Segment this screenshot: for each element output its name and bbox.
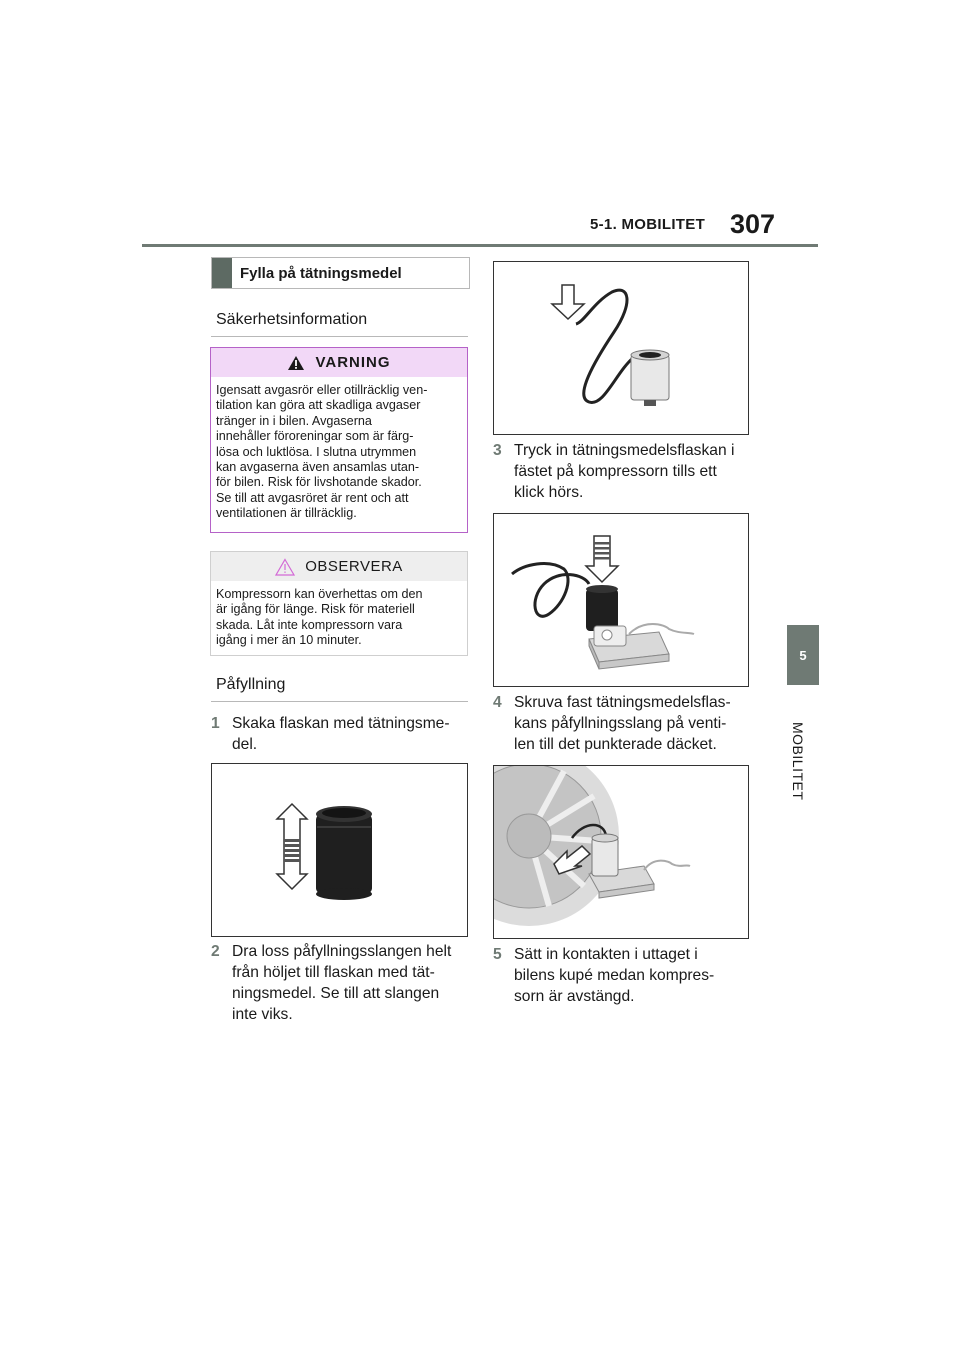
- warning-title: VARNING: [315, 354, 391, 371]
- double-arrow-icon: [277, 804, 307, 889]
- step-text: Tryck in tätningsmedelsflaskan i fästet på kompressorn tills ett klick hörs.: [514, 442, 735, 501]
- page-number: 307: [730, 209, 776, 239]
- step-number: 5: [493, 946, 502, 963]
- step-text: Skruva fast tätningsmedelsflas- kans påfyllningsslang på venti- len till det punkterade däcket.: [514, 694, 731, 753]
- chapter-label: MOBILITET: [790, 722, 806, 801]
- down-arrow-icon: [552, 285, 584, 319]
- down-arrow-icon: [586, 536, 618, 582]
- step-number: 1: [211, 715, 220, 732]
- step-4: [493, 692, 755, 758]
- step-text: Skaka flaskan med tätningsme- del.: [232, 715, 450, 753]
- safety-heading: Säkerhetsinformation: [211, 311, 468, 337]
- notice-title: OBSERVERA: [305, 558, 403, 575]
- step-number: 2: [211, 943, 220, 960]
- figure-shake-bottle: [211, 763, 468, 937]
- figure-hose-bottle: [493, 261, 749, 435]
- header-rule: [142, 244, 818, 247]
- warning-text: Igensatt avgasrör eller otillräcklig ven- tilation kan göra att skadliga avgaser tränger in i bilen. Avgaserna innehåller föroreningar som är färg- lösa och luktlösa. I slutna utrymmen kan avgaserna även ansamlas utan- för bilen. Risk för livshotande skador. Se till att avgasröret är rent och att ventilationen är tillräcklig.: [216, 383, 428, 521]
- figure-insert-bottle: [493, 513, 749, 687]
- caution-triangle-icon: [275, 558, 295, 576]
- black-bottle-icon: [586, 585, 618, 631]
- step-number: 4: [493, 694, 502, 711]
- refill-heading: Påfyllning: [211, 676, 468, 702]
- sealant-bottle-icon: [316, 806, 372, 900]
- step-text: Dra loss påfyllningsslangen helt från höljet till flaskan med tät- ningsmedel. Se till att slangen inte viks.: [232, 943, 452, 1023]
- notice-title-bar: [211, 552, 467, 581]
- compressor-with-bottle-icon: [589, 834, 654, 898]
- warning-triangle-icon: [287, 355, 305, 371]
- bottle-icon: [631, 350, 669, 406]
- warning-box: [210, 347, 468, 533]
- chapter-tab: 5: [787, 625, 819, 685]
- step-1: [211, 713, 471, 757]
- step-5: [493, 944, 755, 1010]
- notice-box: [210, 551, 468, 656]
- step-text: Sätt in kontakten i uttaget i bilens kupé medan kompres- sorn är avstängd.: [514, 946, 715, 1005]
- section-heading: [211, 257, 470, 289]
- compressor-icon: [589, 626, 669, 669]
- section-heading-bar: [212, 258, 232, 288]
- figure-connect-valve: [493, 765, 749, 939]
- header-section-title: 5-1. MOBILITET: [590, 216, 706, 233]
- step-number: 3: [493, 442, 502, 459]
- step-3: [493, 440, 755, 506]
- section-heading-text: Fylla på tätningsmedel: [240, 264, 402, 282]
- warning-title-bar: [211, 348, 467, 377]
- step-2: [211, 941, 471, 1027]
- notice-text: Kompressorn kan överhettas om den är igång för länge. Risk för materiell skada. Låt inte kompressorn vara igång i mer än 10 minuter.: [216, 587, 423, 648]
